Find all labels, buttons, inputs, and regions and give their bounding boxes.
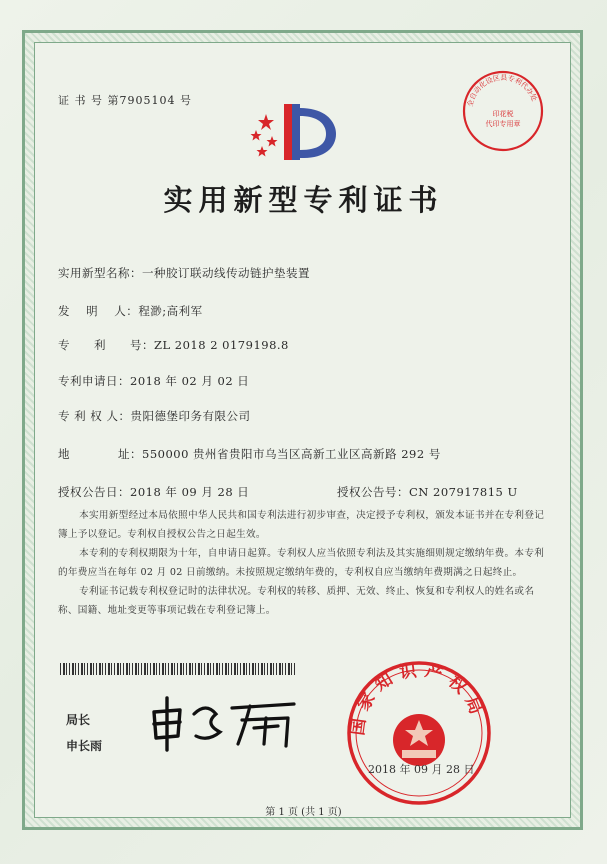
svg-text:全自动化设区县专利代办处: 全自动化设区县专利代办处 <box>466 73 539 108</box>
field-value: CN 207917815 U <box>409 485 518 499</box>
field-value: 2018 年 09 月 28 日 <box>130 485 250 499</box>
field-label: 专 利 号： <box>58 338 154 352</box>
certificate-number: 证 书 号 第7905104 号 <box>58 94 192 107</box>
legal-text <box>58 506 548 620</box>
field-patentee <box>58 408 250 424</box>
national-ip-seal <box>344 658 494 808</box>
director-name: 申长雨 <box>66 739 103 753</box>
cnipa-emblem-icon <box>244 96 354 168</box>
page-number: 第 1 页 (共 1 页) <box>265 807 342 818</box>
field-patent-number <box>58 337 289 353</box>
field-label: 地 址： <box>58 447 142 461</box>
paragraph-register: 专利证书记载专利权登记时的法律状况。专利权的转移、质押、无效、终止、恢复和专利权人的姓名或名称、国籍、地址变更等事项记载在专利登记簿上。 <box>58 586 535 616</box>
field-grant-announcement-number <box>337 484 518 500</box>
field-filing-date <box>58 373 249 389</box>
field-label: 专利申请日： <box>58 374 130 388</box>
signature <box>146 692 306 754</box>
field-address <box>58 446 441 462</box>
paragraph-term: 本专利的专利权期限为十年，自申请日起算。专利权人应当依照专利法及其实施细则规定缴纳年费。本专利的年费应当在每年 02 月 02 日前缴纳。未按照规定缴纳年费的，专利权自应当缴纳年费期满之日起终止。 <box>58 548 545 578</box>
field-value: ZL 2018 2 0179198.8 <box>154 338 289 352</box>
field-utility-model-name <box>58 265 310 281</box>
field-value: 2018 年 02 月 02 日 <box>130 374 250 388</box>
director-title: 局长 <box>66 713 91 727</box>
field-value: 贵阳德堡印务有限公司 <box>130 409 251 423</box>
field-value: 550000 贵州省贵阳市乌当区高新工业区高新路 292 号 <box>142 447 441 461</box>
paragraph-grant: 本实用新型经过本局依照中华人民共和国专利法进行初步审查，决定授予专利权，颁发本证书并在专利登记簿上予以登记。专利权自授权公告之日起生效。 <box>58 510 545 540</box>
svg-text:印花税: 印花税 <box>492 110 514 118</box>
barcode <box>60 663 296 675</box>
seal-date: 2018 年 09 月 28 日 <box>368 763 475 776</box>
field-grant-announcement-date <box>58 484 249 500</box>
svg-text:国家知识产权局: 国家知识产权局 <box>348 660 489 737</box>
field-value: 程渺;高利军 <box>138 304 203 318</box>
field-inventor <box>58 303 203 319</box>
agency-stamp <box>460 68 546 154</box>
field-label: 实用新型名称： <box>58 266 142 280</box>
field-value: 一种胶订联动线传动链护垫装置 <box>142 266 310 280</box>
field-label: 专 利 权 人： <box>58 409 131 423</box>
field-label: 授权公告号： <box>337 485 409 499</box>
page-title: 实用新型专利证书 <box>163 183 444 217</box>
field-label: 授权公告日： <box>58 485 130 499</box>
field-label: 发 明 人： <box>58 304 139 318</box>
svg-text:代印专用章: 代印专用章 <box>485 120 521 128</box>
